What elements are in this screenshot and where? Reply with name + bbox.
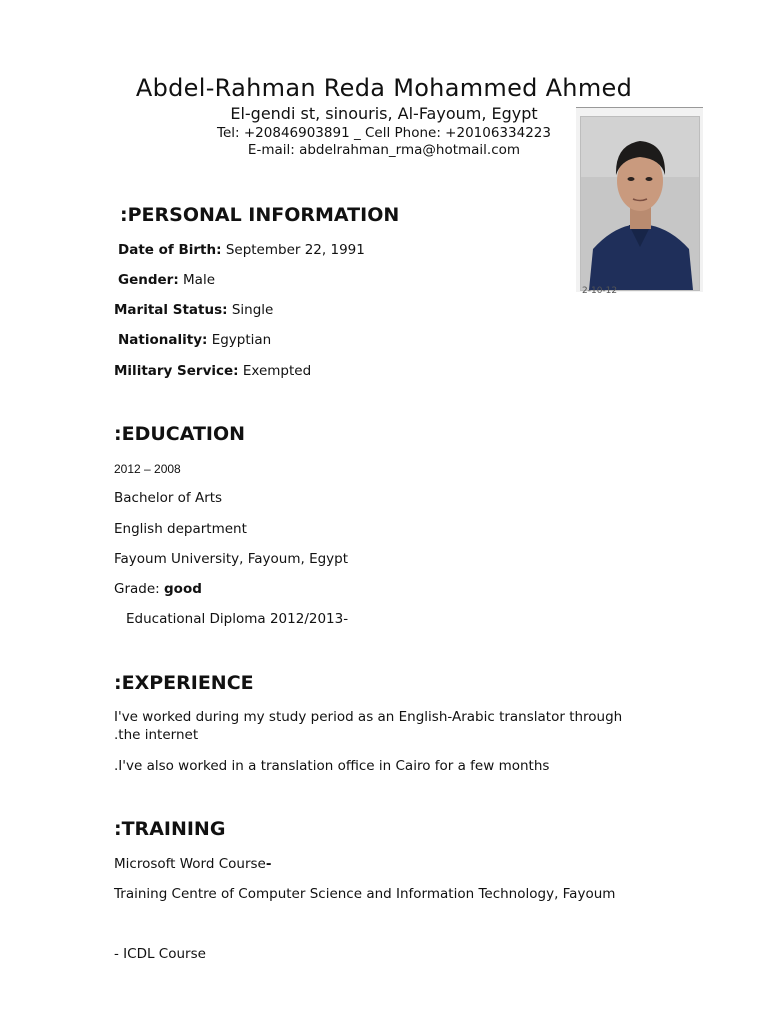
experience-item-2: .I've also worked in a translation office in Cairo for a few months <box>114 758 550 774</box>
training-centre: Training Centre of Computer Science and Information Technology, Fayoum <box>114 886 616 902</box>
marital-status-row <box>114 302 273 318</box>
phone-numbers: Tel: +20846903891 _ Cell Phone: +20106334223 <box>217 125 551 141</box>
education-department: English department <box>114 521 247 537</box>
training-course-1-name: Microsoft Word Course <box>114 856 266 872</box>
nationality-value: Egyptian <box>211 332 272 348</box>
training-course-2: - ICDL Course <box>114 946 206 962</box>
military-service-value: Exempted <box>242 363 312 379</box>
education-grade-row <box>114 581 202 597</box>
nationality-row <box>118 332 271 348</box>
gender-label: Gender: <box>118 272 179 288</box>
education-diploma: Educational Diploma 2012/2013- <box>126 611 349 627</box>
personal-information-heading: :PERSONAL INFORMATION <box>120 204 400 226</box>
education-years: 2012 – 2008 <box>114 462 181 476</box>
experience-heading: :EXPERIENCE <box>114 672 254 694</box>
marital-status-label: Marital Status: <box>114 302 228 318</box>
gender-value: Male <box>183 272 216 288</box>
military-service-label: Military Service: <box>114 363 239 379</box>
photo-caption: 2-10-12 <box>582 286 618 296</box>
dob-value: September 22, 1991 <box>225 242 365 258</box>
experience-item-1-line-1: I've worked during my study period as an English-Arabic translator through <box>114 709 623 725</box>
training-heading: :TRAINING <box>114 818 226 840</box>
photo-frame <box>576 107 703 296</box>
applicant-name: Abdel-Rahman Reda Mohammed Ahmed <box>135 74 633 102</box>
training-course-1-dash: - <box>265 856 272 872</box>
grade-label: Grade: <box>114 581 160 597</box>
dob-row <box>118 242 365 258</box>
military-service-row <box>114 363 311 379</box>
experience-item-1-line-2: .the internet <box>114 727 199 743</box>
grade-value: good <box>164 581 202 597</box>
address: El-gendi st, sinouris, Al-Fayoum, Egypt <box>230 104 538 123</box>
email-address: E-mail: abdelrahman_rma@hotmail.com <box>247 142 521 158</box>
dob-label: Date of Birth: <box>118 242 222 258</box>
marital-status-value: Single <box>231 302 274 318</box>
education-heading: :EDUCATION <box>114 423 246 445</box>
profile-photo <box>580 116 700 291</box>
education-degree: Bachelor of Arts <box>114 490 223 506</box>
training-course-1 <box>114 856 271 872</box>
education-university: Fayoum University, Fayoum, Egypt <box>114 551 349 567</box>
gender-row <box>118 272 215 288</box>
nationality-label: Nationality: <box>118 332 208 348</box>
